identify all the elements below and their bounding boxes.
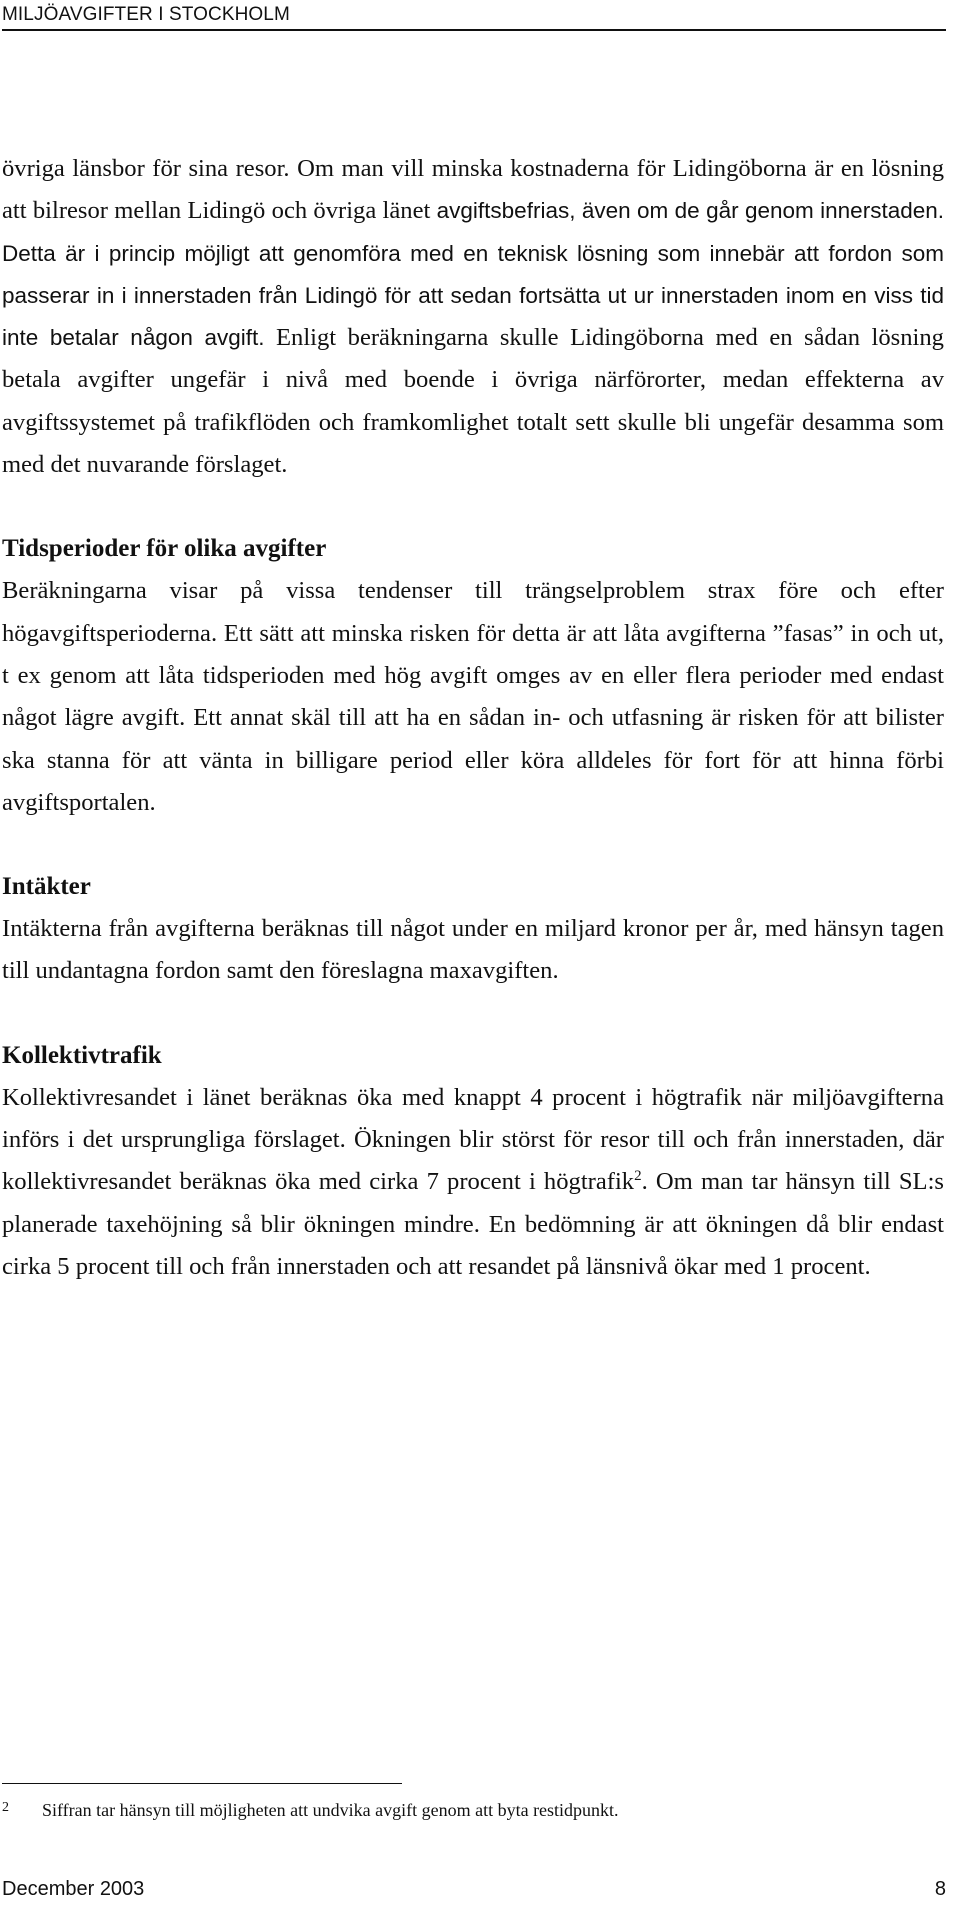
section-heading-kollektivtrafik: Kollektivtrafik [2,1041,162,1069]
section-body-intakter: Intäkterna från avgifterna beräknas till något under en miljard kronor per år, med hänsyn tagen till undantagna fordon samt den föreslagna maxavgiften. [2,915,944,985]
page-footer [2,1876,946,1902]
document-body [2,148,944,1288]
footnote-reference[interactable]: 2 [634,1168,642,1185]
intro-serif-text-continued: Enligt beräkningarna skulle Lidingöborna med en sådan lösning betala avgifter ungefär i nivå med boende i övriga närförorter, medan effekterna av avgiftssystemet på trafikflöden och framkomlighet totalt sett skulle bli ungefär desamma som med det nuvarande förslaget. [2,324,944,479]
intro-serif-text: övriga länsbor för sina resor. Om man vill minska kostnaderna för Lidingöborna är en lösning att bilresor mellan Lidingö och övriga länet [2,155,944,225]
footnote-divider [2,1783,402,1784]
intro-paragraph [2,148,944,486]
section-spacer [2,824,944,866]
section-heading-intakter: Intäkter [2,873,91,901]
footnote-text: Siffran tar hänsyn till möjligheten att undvika avgift genom att byta restidpunkt. [42,1800,619,1820]
running-header-title: MILJÖAVGIFTER I STOCKHOLM [2,4,290,25]
intro-sans-text: avgiftsbefrias, även om de går genom innerstaden. Detta är i princip möjligt att genomföra med en teknisk lösning som innebär att fordon som passerar in i innerstaden från Lidingö för att sedan fortsätta ut ur innerstaden inom en viss tid inte betalar någon avgift. [2,198,944,351]
footer-date: December 2003 [2,1878,145,1900]
footnote-number: 2 [2,1800,9,1815]
section-spacer [2,486,944,528]
running-header [2,2,946,31]
section-body-tidsperioder: Beräkningarna visar på vissa tendenser till trängselproblem strax före och efter högavgiftsperioderna. Ett sätt att minska risken för detta är att låta avgifterna ”fasas” in och ut, t ex genom att låta tidsperioden med hög avgift omges av en eller flera perioder med endast något lägre avgift. Ett annat skäl till att ha en sådan in- och utfasning är risken för att bilister ska stanna för att vänta in billigare period eller köra alldeles för fort för att hinna förbi avgiftsportalen. [2,577,944,816]
section-spacer [2,993,944,1035]
footnote [2,1796,942,1822]
section-heading-tidsperioder: Tidsperioder för olika avgifter [2,535,327,563]
section-body-kollektivtrafik [2,1077,944,1288]
kollektivtrafik-text-part1: Kollektivresandet i länet beräknas öka med knappt 4 procent i högtrafik när miljöavgifterna införs i det ursprungliga förslaget. Ökningen blir störst för resor till och från innerstaden, där kollektivresandet beräknas öka med cirka 7 procent i högtrafik [2,1083,944,1196]
kollektivtrafik-text-part2: . Om man tar hänsyn till SL:s planerade taxehöjning så blir ökningen mindre. En bedömning är att ökningen då blir endast cirka 5 procent till och från innerstaden och att resandet på länsnivå ökar med 1 procent. [2,1168,944,1280]
page-number: 8 [934,1878,946,1900]
